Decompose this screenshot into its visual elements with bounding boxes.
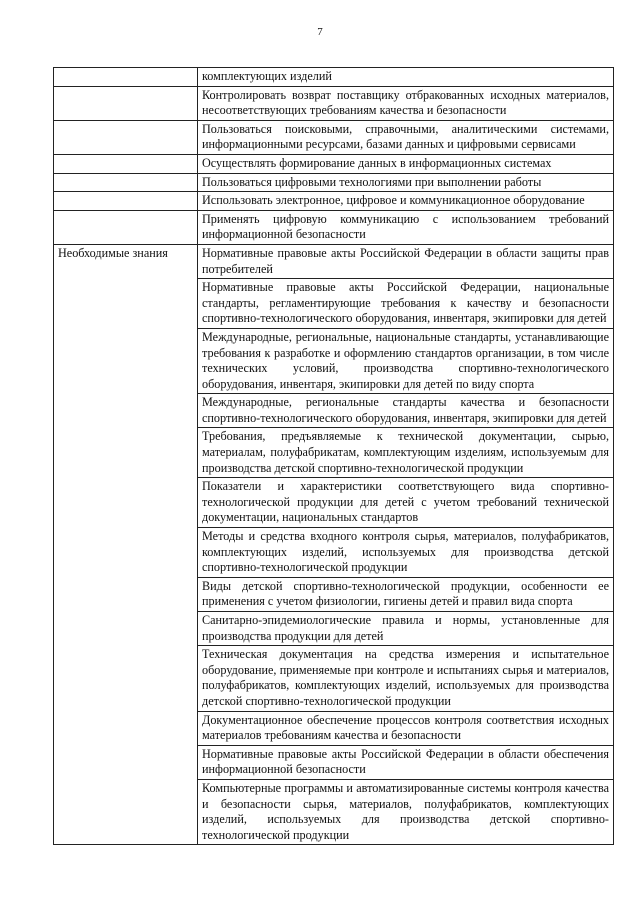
knowledge-item: Методы и средства входного контроля сырья, материалов, полуфабрикатов, комплектующих изделий, используемых для производства детской спортивно-технологической продукции [198, 528, 614, 578]
table-row [54, 68, 614, 87]
skill-item: Контролировать возврат поставщику отбракованных исходных материалов, несоответствующих требованиям качества и безопасности [198, 86, 614, 120]
skill-item: Пользоваться цифровыми технологиями при выполнении работы [198, 173, 614, 192]
label-cell-empty [54, 86, 198, 120]
table-row [54, 86, 614, 120]
knowledge-item: Документационное обеспечение процессов контроля соответствия исходных материалов требованиям качества и безопасности [198, 711, 614, 745]
knowledge-item: Требования, предъявляемые к технической документации, сырью, материалам, полуфабрикатам, комплектующим изделиям, используемым для производства детской спортивно-технологической продукции [198, 428, 614, 478]
label-cell-empty [54, 68, 198, 87]
knowledge-item: Нормативные правовые акты Российской Федерации в области защиты прав потребителей [198, 244, 614, 278]
skill-item: Осуществлять формирование данных в информационных системах [198, 154, 614, 173]
label-cell-empty [54, 192, 198, 211]
table-row [54, 192, 614, 211]
knowledge-item: Нормативные правовые акты Российской Федерации в области обеспечения информационной безопасности [198, 745, 614, 779]
knowledge-item: Международные, региональные, национальные стандарты, устанавливающие требования к разработке и оформлению стандартов организации, в том числе технических условий, производства спортивно-технологического оборудования, инвентаря, экипировки для детей по виду спорта [198, 328, 614, 393]
table-row [54, 173, 614, 192]
label-cell-empty [54, 120, 198, 154]
label-cell-empty [54, 154, 198, 173]
knowledge-label: Необходимые знания [54, 244, 198, 844]
label-cell-empty [54, 210, 198, 244]
label-cell-empty [54, 173, 198, 192]
skill-item: Использовать электронное, цифровое и коммуникационное оборудование [198, 192, 614, 211]
knowledge-item: Компьютерные программы и автоматизированные системы контроля качества и безопасности сырья, материалов, полуфабрикатов, комплектующих изделий, используемых для производства детской спортивно-технологической продукции [198, 779, 614, 844]
table-row [54, 210, 614, 244]
table-row [54, 154, 614, 173]
skill-item: Применять цифровую коммуникацию с использованием требований информационной безопасности [198, 210, 614, 244]
knowledge-item: Санитарно-эпидемиологические правила и нормы, установленные для производства продукции для детей [198, 612, 614, 646]
knowledge-item: Нормативные правовые акты Российской Федерации, национальные стандарты, регламентирующие требования к качеству и безопасности спортивно-технологического оборудования, инвентаря, экипировки для детей [198, 279, 614, 329]
skill-item: Пользоваться поисковыми, справочными, аналитическими системами, информационными ресурсами, базами данных и цифровыми сервисами [198, 120, 614, 154]
knowledge-item: Международные, региональные стандарты качества и безопасности спортивно-технологического оборудования, инвентаря, экипировки для детей [198, 394, 614, 428]
skill-item: комплектующих изделий [198, 68, 614, 87]
knowledge-item: Показатели и характеристики соответствующего вида спортивно-технологической продукции для детей с учетом требований технической документации, национальных стандартов [198, 478, 614, 528]
table-row [54, 120, 614, 154]
table-row [54, 244, 614, 278]
page-number: 7 [317, 26, 323, 38]
knowledge-item: Техническая документация на средства измерения и испытательное оборудование, применяемые при контроле и испытаниях сырья и материалов, полуфабрикатов, комплектующих изделий, используемых для производства детской спортивно-технологической продукции [198, 646, 614, 711]
requirements-table [53, 67, 614, 845]
knowledge-item: Виды детской спортивно-технологической продукции, особенности ее применения с учетом физиологии, гигиены детей и правил вида спорта [198, 577, 614, 611]
